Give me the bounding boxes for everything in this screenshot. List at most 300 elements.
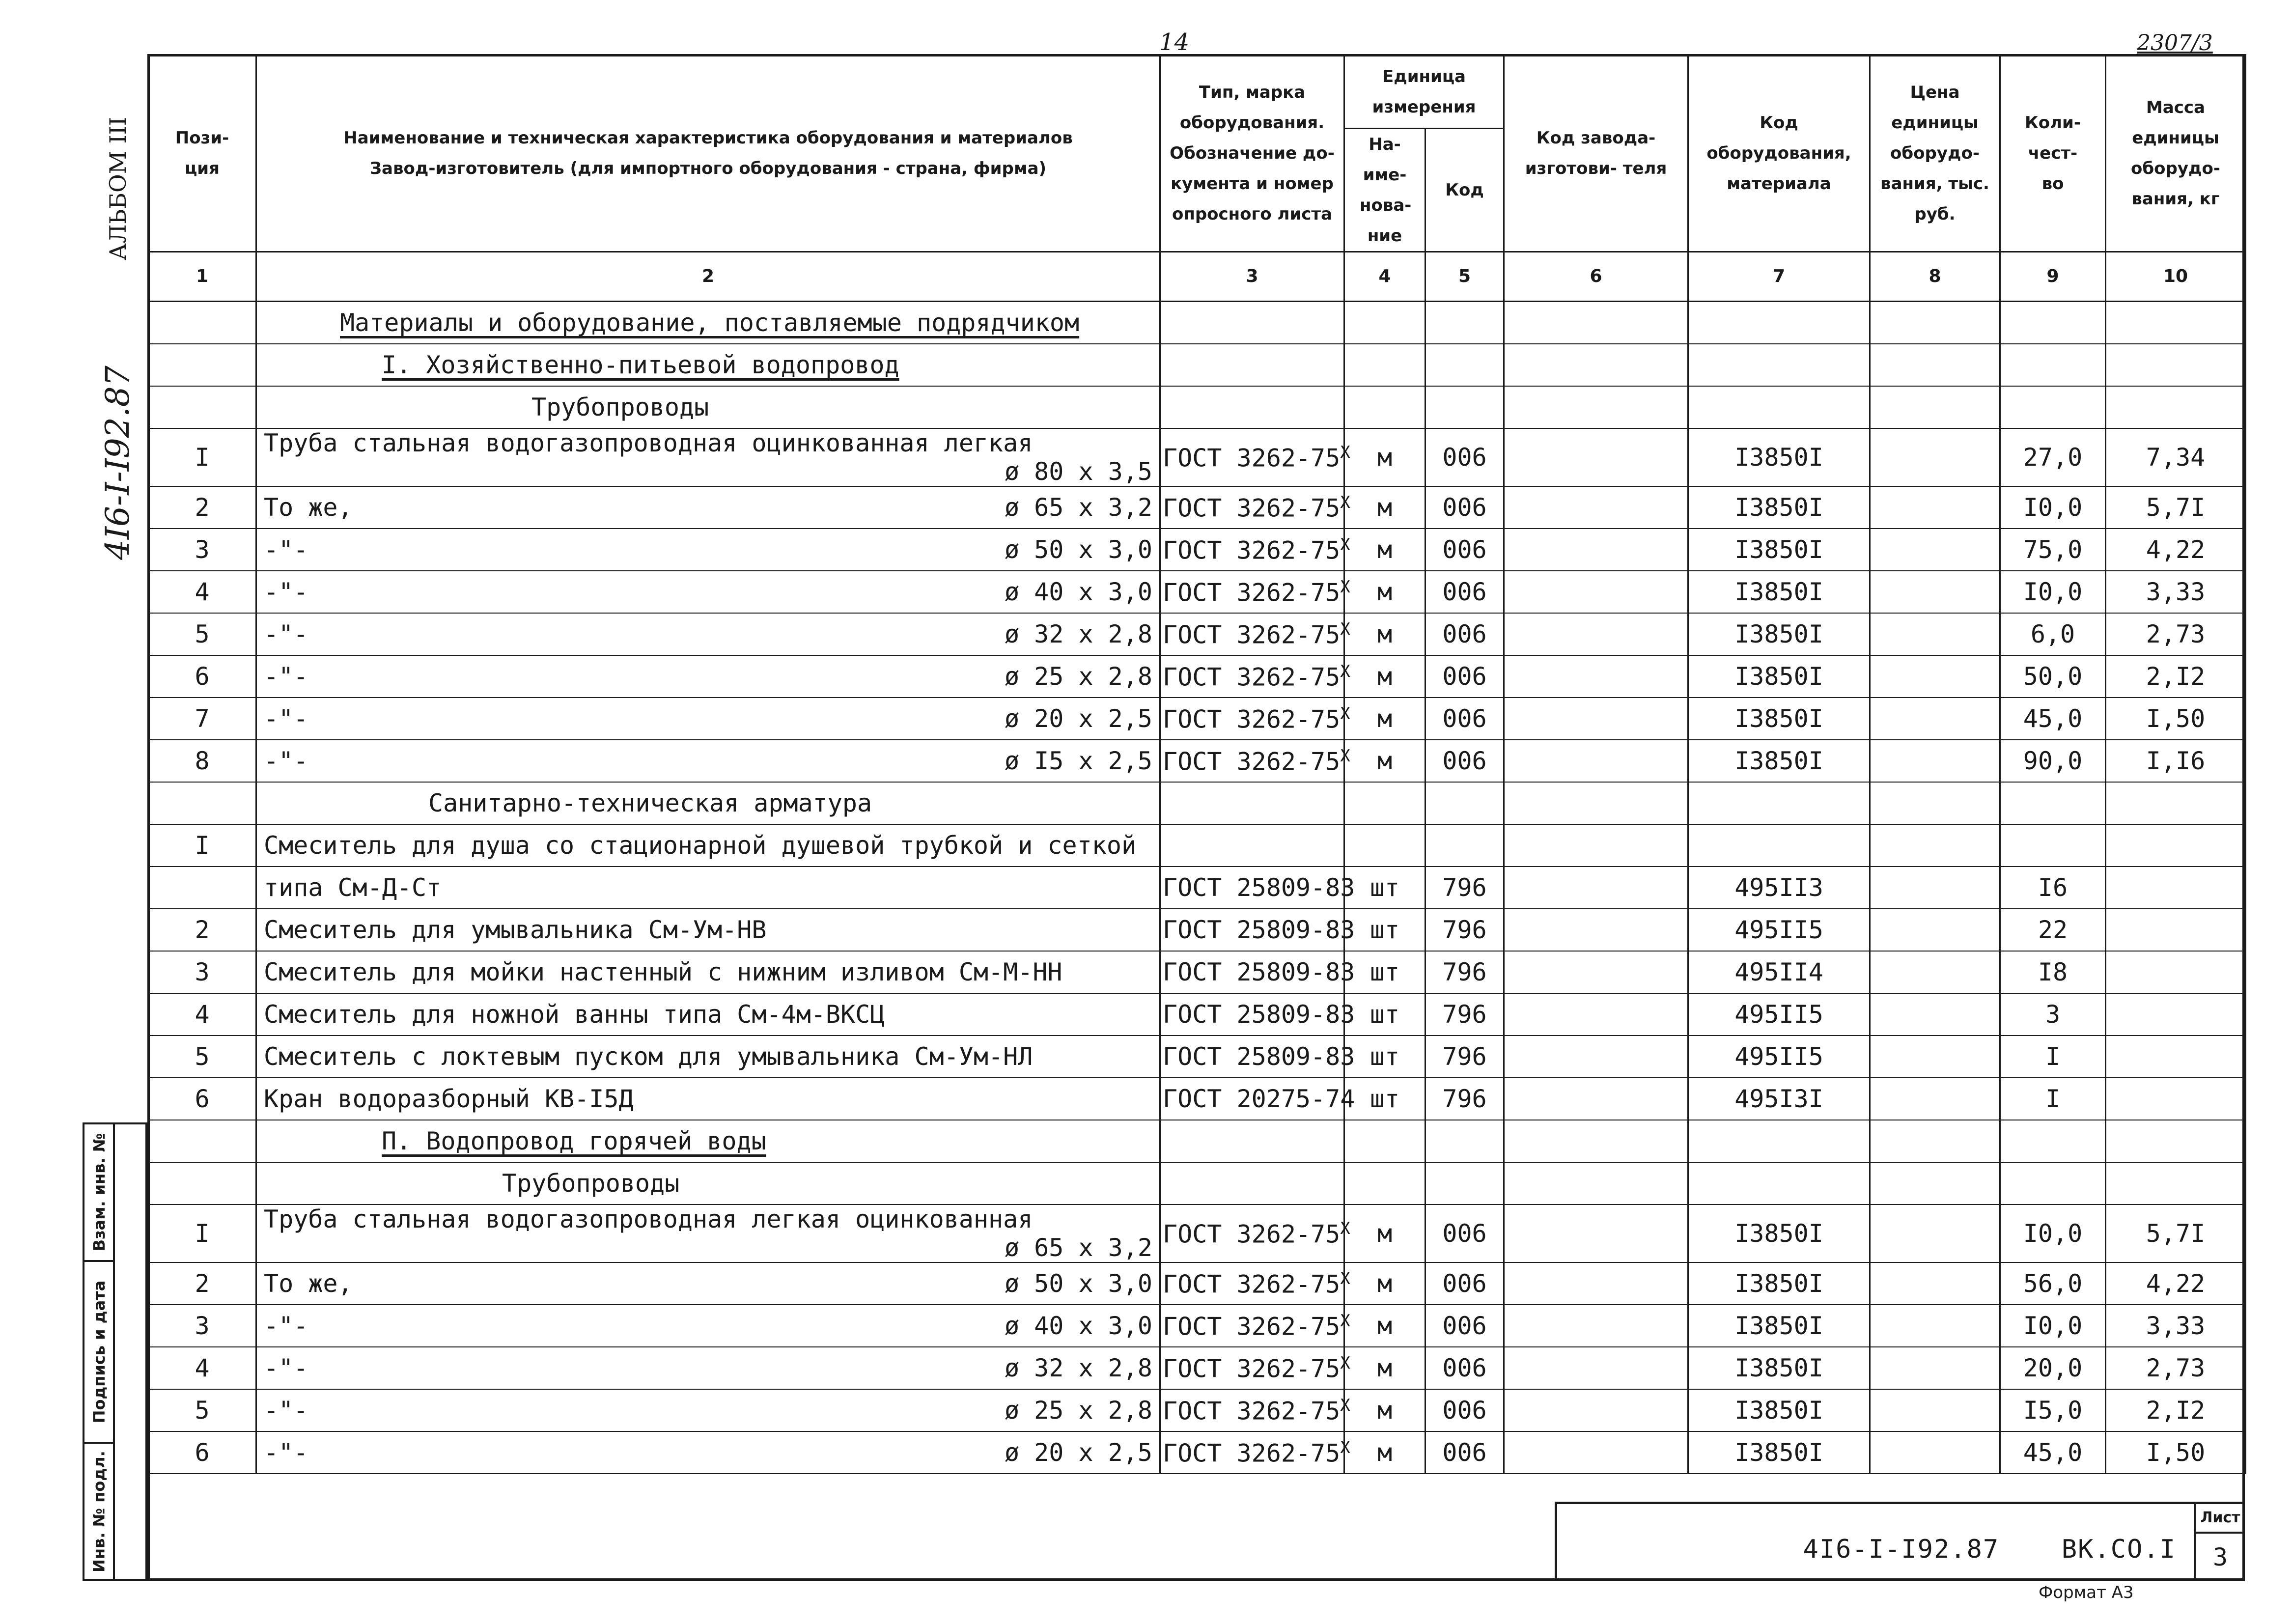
factory-code-cell bbox=[1504, 867, 1688, 909]
standard-revision-mark: Х bbox=[1340, 577, 1350, 597]
empty-cell bbox=[1426, 782, 1504, 824]
standard-revision-mark: Х bbox=[1340, 492, 1350, 512]
item-name-cell bbox=[256, 655, 1160, 698]
mass-cell: 5,7I bbox=[2106, 1204, 2246, 1262]
position-cell: 6 bbox=[148, 655, 256, 698]
factory-code-cell bbox=[1504, 993, 1688, 1036]
header-unit-code: Код bbox=[1426, 129, 1504, 252]
quantity-cell: I0,0 bbox=[2000, 1305, 2106, 1347]
empty-cell bbox=[1160, 782, 1344, 824]
unit-code-cell: 796 bbox=[1426, 951, 1504, 993]
table-row bbox=[148, 740, 2246, 782]
mass-cell: I,I6 bbox=[2106, 740, 2246, 782]
unit-code-cell: 006 bbox=[1426, 486, 1504, 529]
unit-code-cell: 796 bbox=[1426, 1078, 1504, 1120]
factory-code-cell bbox=[1504, 529, 1688, 571]
empty-cell bbox=[2106, 782, 2246, 824]
unit-code-cell: 006 bbox=[1426, 613, 1504, 655]
factory-code-cell bbox=[1504, 740, 1688, 782]
standard-cell bbox=[1160, 529, 1350, 571]
section-title-cell bbox=[256, 386, 1160, 428]
unit-code-cell: 006 bbox=[1426, 1262, 1504, 1305]
empty-cell bbox=[1344, 302, 1426, 344]
empty-cell bbox=[1504, 1120, 1688, 1162]
empty-cell bbox=[148, 386, 256, 428]
header-quantity: Коли- чест- во bbox=[2000, 55, 2106, 252]
format-note: Формат А3 bbox=[2039, 1583, 2134, 1602]
unit-name-cell: м bbox=[1344, 698, 1426, 740]
standard-cell bbox=[1160, 740, 1350, 782]
position-cell: 6 bbox=[148, 1431, 256, 1474]
header-unit-group: Единица измерения bbox=[1344, 55, 1504, 129]
pipe-dimension: ø 32 х 2,8 bbox=[1004, 620, 1152, 648]
header-name bbox=[256, 55, 1160, 252]
table-row bbox=[148, 529, 2246, 571]
empty-cell bbox=[1870, 344, 2000, 386]
standard-cell bbox=[1160, 571, 1350, 613]
mass-cell bbox=[2106, 993, 2246, 1036]
standard-number: ГОСТ 3262-75 bbox=[1163, 444, 1341, 473]
factory-code-cell bbox=[1504, 571, 1688, 613]
material-code-cell: I3850I bbox=[1688, 655, 1870, 698]
mass-cell: 7,34 bbox=[2106, 428, 2246, 486]
project-code-vertical: 4I6-I-I92.87 bbox=[99, 365, 137, 560]
quantity-cell: 56,0 bbox=[2000, 1262, 2106, 1305]
factory-code-cell bbox=[1504, 1389, 1688, 1431]
section-title: Трубопроводы bbox=[531, 393, 709, 421]
material-code-cell: I3850I bbox=[1688, 428, 1870, 486]
col-number: 7 bbox=[1688, 252, 1870, 302]
unit-name-cell: м bbox=[1344, 1389, 1426, 1431]
material-code-cell: I3850I bbox=[1688, 529, 1870, 571]
table-row bbox=[148, 655, 2246, 698]
price-cell bbox=[1870, 571, 2000, 613]
mass-cell: 2,I2 bbox=[2106, 1389, 2246, 1431]
mass-cell bbox=[2106, 1036, 2246, 1078]
header-unit-name: На- име- нова- ние bbox=[1344, 129, 1426, 252]
unit-name-cell: шт bbox=[1344, 867, 1426, 909]
standard-cell bbox=[1160, 824, 1344, 867]
item-name: Труба стальная водогазопроводная легкая оцинкованная bbox=[264, 1205, 1033, 1233]
empty-cell bbox=[148, 1162, 256, 1204]
document-number: 4I6-I-I92.87 bbox=[1803, 1535, 2000, 1564]
standard-cell bbox=[1160, 613, 1350, 655]
unit-name-cell: м bbox=[1344, 1431, 1426, 1474]
mass-cell bbox=[2106, 1078, 2246, 1120]
unit-code-cell: 796 bbox=[1426, 909, 1504, 951]
standard-number: ГОСТ 3262-75 bbox=[1163, 747, 1341, 776]
standard-number: ГОСТ 3262-75 bbox=[1163, 1220, 1341, 1249]
item-name: Смеситель для умывальника См-Ум-НВ bbox=[264, 916, 767, 944]
standard-number: ГОСТ 25809-83 bbox=[1163, 958, 1355, 986]
column-numbers-row bbox=[148, 252, 2246, 302]
empty-cell bbox=[1870, 386, 2000, 428]
header-price: Цена единицы оборудо- вания, тыс. руб. bbox=[1870, 55, 2000, 252]
empty-cell bbox=[1344, 1162, 1426, 1204]
standard-number: ГОСТ 25809-83 bbox=[1163, 1000, 1355, 1029]
unit-name-cell: шт bbox=[1344, 951, 1426, 993]
empty-cell bbox=[2106, 344, 2246, 386]
price-cell bbox=[1870, 1262, 2000, 1305]
material-code-cell: I3850I bbox=[1688, 571, 1870, 613]
table-row bbox=[148, 1262, 2246, 1305]
standard-cell bbox=[1160, 655, 1350, 698]
position-cell: I bbox=[148, 428, 256, 486]
pipe-dimension: ø 65 х 3,2 bbox=[1004, 493, 1152, 522]
price-cell bbox=[1870, 1389, 2000, 1431]
factory-code-cell bbox=[1504, 1036, 1688, 1078]
empty-cell bbox=[1870, 302, 2000, 344]
empty-cell bbox=[2000, 302, 2106, 344]
sheet-number: 3 bbox=[2212, 1543, 2228, 1571]
pipe-dimension: ø 25 х 2,8 bbox=[1004, 1396, 1152, 1425]
empty-cell bbox=[1504, 386, 1688, 428]
standard-number: ГОСТ 3262-75 bbox=[1163, 620, 1341, 649]
price-cell bbox=[1870, 1078, 2000, 1120]
standard-cell bbox=[1160, 428, 1350, 486]
standard-cell bbox=[1160, 1204, 1350, 1262]
table-row bbox=[148, 1305, 2246, 1347]
empty-cell bbox=[1688, 302, 1870, 344]
quantity-cell: 75,0 bbox=[2000, 529, 2106, 571]
table-row bbox=[148, 909, 2246, 951]
section-title-cell bbox=[256, 782, 1160, 824]
header-name-line1: Наименование и техническая характеристика оборудования и материалов bbox=[343, 128, 1073, 148]
item-name-cell bbox=[256, 993, 1160, 1036]
unit-code-cell: 006 bbox=[1426, 529, 1504, 571]
position-cell: 7 bbox=[148, 698, 256, 740]
empty-cell bbox=[1688, 1162, 1870, 1204]
factory-code-cell bbox=[1504, 909, 1688, 951]
unit-code-cell: 006 bbox=[1426, 571, 1504, 613]
unit-code-cell: 796 bbox=[1426, 993, 1504, 1036]
mass-cell: 3,33 bbox=[2106, 571, 2246, 613]
factory-code-cell bbox=[1504, 824, 1688, 867]
empty-cell bbox=[1688, 386, 1870, 428]
empty-cell bbox=[1688, 782, 1870, 824]
price-cell bbox=[1870, 1036, 2000, 1078]
quantity-cell: I6 bbox=[2000, 867, 2106, 909]
section-title: П. Водопровод горячей воды bbox=[382, 1127, 766, 1155]
position-cell: I bbox=[148, 1204, 256, 1262]
item-name: Труба стальная водогазопроводная оцинкованная легкая bbox=[264, 429, 1033, 457]
unit-code-cell: 796 bbox=[1426, 867, 1504, 909]
standard-cell bbox=[1160, 1389, 1350, 1431]
factory-code-cell bbox=[1504, 428, 1688, 486]
factory-code-cell bbox=[1504, 613, 1688, 655]
position-cell: 6 bbox=[148, 1078, 256, 1120]
unit-name-cell: м bbox=[1344, 655, 1426, 698]
standard-number: ГОСТ 3262-75 bbox=[1163, 705, 1341, 734]
unit-code-cell: 006 bbox=[1426, 1431, 1504, 1474]
quantity-cell: 6,0 bbox=[2000, 613, 2106, 655]
quantity-cell: 22 bbox=[2000, 909, 2106, 951]
item-name: -"- bbox=[264, 1312, 308, 1340]
table-row bbox=[148, 571, 2246, 613]
unit-code-cell: 796 bbox=[1426, 1036, 1504, 1078]
section-row bbox=[148, 302, 2246, 344]
price-cell bbox=[1870, 1431, 2000, 1474]
empty-cell bbox=[1504, 1162, 1688, 1204]
section-title: Трубопроводы bbox=[502, 1169, 680, 1198]
empty-cell bbox=[1426, 344, 1504, 386]
factory-code-cell bbox=[1504, 698, 1688, 740]
table-row bbox=[148, 428, 2246, 486]
unit-name-cell: м bbox=[1344, 1204, 1426, 1262]
pipe-dimension: ø 50 х 3,0 bbox=[1004, 1269, 1152, 1298]
unit-name-cell: шт bbox=[1344, 1036, 1426, 1078]
item-name: -"- bbox=[264, 747, 308, 775]
factory-code-cell bbox=[1504, 1078, 1688, 1120]
table-row bbox=[148, 993, 2246, 1036]
empty-cell bbox=[1688, 1120, 1870, 1162]
standard-number: ГОСТ 25809-83 bbox=[1163, 916, 1355, 944]
empty-cell bbox=[1870, 1162, 2000, 1204]
material-code-cell: I3850I bbox=[1688, 740, 1870, 782]
empty-cell bbox=[2000, 782, 2106, 824]
item-name-cell bbox=[256, 698, 1160, 740]
item-name: -"- bbox=[264, 535, 308, 564]
section-title: Санитарно-техническая арматура bbox=[428, 789, 872, 817]
section-title-cell bbox=[256, 302, 1160, 344]
item-name-cell bbox=[256, 613, 1160, 655]
col-number: 8 bbox=[1870, 252, 2000, 302]
empty-cell bbox=[1160, 1162, 1344, 1204]
pipe-dimension: ø 80 х 3,5 bbox=[1004, 457, 1152, 486]
price-cell bbox=[1870, 1204, 2000, 1262]
standard-cell bbox=[1160, 909, 1355, 951]
specification-body bbox=[148, 302, 2246, 1474]
mass-cell: 2,73 bbox=[2106, 613, 2246, 655]
standard-cell bbox=[1160, 1431, 1350, 1474]
price-cell bbox=[1870, 909, 2000, 951]
item-name-cell bbox=[256, 867, 1160, 909]
mass-cell bbox=[2106, 824, 2246, 867]
standard-cell bbox=[1160, 993, 1355, 1036]
unit-name-cell: шт bbox=[1344, 993, 1426, 1036]
quantity-cell: I0,0 bbox=[2000, 486, 2106, 529]
standard-revision-mark: Х bbox=[1340, 1353, 1350, 1373]
material-code-cell: 495II5 bbox=[1688, 993, 1870, 1036]
empty-cell bbox=[1688, 344, 1870, 386]
item-name: Смеситель для ножной ванны типа См-4м-ВКСЦ bbox=[264, 1000, 885, 1029]
quantity-cell: I5,0 bbox=[2000, 1389, 2106, 1431]
position-cell: 2 bbox=[148, 486, 256, 529]
sheet-box bbox=[2194, 1504, 2245, 1581]
standard-revision-mark: Х bbox=[1340, 661, 1350, 681]
standard-revision-mark: Х bbox=[1340, 1311, 1350, 1331]
title-block bbox=[1555, 1502, 2245, 1581]
price-cell bbox=[1870, 1305, 2000, 1347]
item-name: -"- bbox=[264, 1396, 308, 1425]
factory-code-cell bbox=[1504, 1305, 1688, 1347]
pipe-dimension: ø 40 х 3,0 bbox=[1004, 1312, 1152, 1340]
side-cell-replace bbox=[84, 1124, 115, 1262]
standard-number: ГОСТ 3262-75 bbox=[1163, 536, 1341, 565]
table-row bbox=[148, 951, 2246, 993]
specification-table bbox=[147, 54, 2246, 1474]
col-number: 6 bbox=[1504, 252, 1688, 302]
unit-name-cell: м bbox=[1344, 1305, 1426, 1347]
quantity-cell: 45,0 bbox=[2000, 698, 2106, 740]
item-name-cell bbox=[256, 951, 1160, 993]
unit-name-cell bbox=[1344, 824, 1426, 867]
document-code bbox=[1803, 1535, 2176, 1564]
standard-cell bbox=[1160, 1078, 1355, 1120]
header-factory-code: Код завода- изготови- теля bbox=[1504, 55, 1688, 252]
col-number: 4 bbox=[1344, 252, 1426, 302]
position-cell: 5 bbox=[148, 1036, 256, 1078]
table-row bbox=[148, 1431, 2246, 1474]
quantity-cell: 3 bbox=[2000, 993, 2106, 1036]
side-label-original: Инв. № подл. bbox=[89, 1451, 109, 1572]
standard-number: ГОСТ 3262-75 bbox=[1163, 1439, 1341, 1468]
material-code-cell: 495II4 bbox=[1688, 951, 1870, 993]
material-code-cell: I3850I bbox=[1688, 1305, 1870, 1347]
material-code-cell: 495II5 bbox=[1688, 909, 1870, 951]
mass-cell: 4,22 bbox=[2106, 1262, 2246, 1305]
section-title-cell bbox=[256, 1120, 1160, 1162]
item-name-cell bbox=[256, 1036, 1160, 1078]
item-name-cell bbox=[256, 824, 1160, 867]
item-name: Кран водоразборный КВ-I5Д bbox=[264, 1085, 634, 1113]
empty-cell bbox=[1160, 386, 1344, 428]
price-cell bbox=[1870, 951, 2000, 993]
position-cell: 4 bbox=[148, 993, 256, 1036]
mass-cell: 4,22 bbox=[2106, 529, 2246, 571]
quantity-cell: 20,0 bbox=[2000, 1347, 2106, 1389]
header-name-line2: Завод-изготовитель (для импортного оборудования - страна, фирма) bbox=[369, 159, 1047, 178]
unit-name-cell: м bbox=[1344, 529, 1426, 571]
standard-revision-mark: Х bbox=[1340, 1268, 1350, 1288]
mass-cell: 5,7I bbox=[2106, 486, 2246, 529]
item-name: То же, bbox=[264, 1269, 353, 1298]
standard-revision-mark: Х bbox=[1340, 703, 1350, 724]
item-name-cell bbox=[256, 740, 1160, 782]
quantity-cell: I0,0 bbox=[2000, 571, 2106, 613]
quantity-cell: 90,0 bbox=[2000, 740, 2106, 782]
position-cell: I bbox=[148, 824, 256, 867]
header-mass: Масса единицы оборудо- вания, кг bbox=[2106, 55, 2246, 252]
unit-name-cell: м bbox=[1344, 486, 1426, 529]
price-cell bbox=[1870, 486, 2000, 529]
item-name-cell bbox=[256, 1431, 1160, 1474]
price-cell bbox=[1870, 655, 2000, 698]
mass-cell bbox=[2106, 951, 2246, 993]
mass-cell: I,50 bbox=[2106, 698, 2246, 740]
table-row bbox=[148, 867, 2246, 909]
mass-cell bbox=[2106, 909, 2246, 951]
empty-cell bbox=[1504, 344, 1688, 386]
empty-cell bbox=[1344, 1120, 1426, 1162]
table-row bbox=[148, 613, 2246, 655]
empty-cell bbox=[2000, 344, 2106, 386]
unit-code-cell: 006 bbox=[1426, 740, 1504, 782]
col-number: 10 bbox=[2106, 252, 2246, 302]
empty-cell bbox=[1344, 782, 1426, 824]
position-cell bbox=[148, 867, 256, 909]
empty-cell bbox=[1426, 302, 1504, 344]
mass-cell: 2,73 bbox=[2106, 1347, 2246, 1389]
empty-cell bbox=[148, 782, 256, 824]
material-code-cell: I3850I bbox=[1688, 1262, 1870, 1305]
table-row bbox=[148, 1389, 2246, 1431]
material-code-cell: I3850I bbox=[1688, 1204, 1870, 1262]
empty-cell bbox=[1870, 1120, 2000, 1162]
factory-code-cell bbox=[1504, 951, 1688, 993]
material-code-cell bbox=[1688, 824, 1870, 867]
position-cell: 3 bbox=[148, 529, 256, 571]
pipe-dimension: ø 32 х 2,8 bbox=[1004, 1354, 1152, 1382]
standard-revision-mark: Х bbox=[1340, 746, 1350, 766]
empty-cell bbox=[1160, 1120, 1344, 1162]
standard-cell bbox=[1160, 1305, 1350, 1347]
pipe-dimension: ø 20 х 2,5 bbox=[1004, 1438, 1152, 1467]
price-cell bbox=[1870, 428, 2000, 486]
item-name: -"- bbox=[264, 620, 308, 648]
side-label-signature: Подпись и дата bbox=[90, 1280, 109, 1424]
standard-cell bbox=[1160, 1036, 1355, 1078]
header-material-code: Код оборудования, материала bbox=[1688, 55, 1870, 252]
unit-name-cell: м bbox=[1344, 571, 1426, 613]
header-type: Тип, марка оборудования. Обозначение до- кумента и номер опросного листа bbox=[1160, 55, 1344, 252]
unit-code-cell: 006 bbox=[1426, 1389, 1504, 1431]
unit-name-cell: м bbox=[1344, 428, 1426, 486]
item-name-cell bbox=[256, 1204, 1160, 1262]
empty-cell bbox=[1426, 1162, 1504, 1204]
empty-cell bbox=[1504, 302, 1688, 344]
table-row bbox=[148, 1078, 2246, 1120]
quantity-cell: 45,0 bbox=[2000, 1431, 2106, 1474]
standard-revision-mark: Х bbox=[1340, 1395, 1350, 1415]
standard-cell bbox=[1160, 698, 1350, 740]
position-cell: 4 bbox=[148, 571, 256, 613]
table-row bbox=[148, 824, 2246, 867]
pipe-dimension: ø 20 х 2,5 bbox=[1004, 704, 1152, 733]
document-mark: ВК.СО.I bbox=[2061, 1535, 2176, 1564]
position-cell: 3 bbox=[148, 1305, 256, 1347]
item-name: -"- bbox=[264, 578, 308, 606]
mass-cell: 3,33 bbox=[2106, 1305, 2246, 1347]
item-name-cell bbox=[256, 1347, 1160, 1389]
standard-number: ГОСТ 3262-75 bbox=[1163, 1270, 1341, 1299]
position-cell: 5 bbox=[148, 1389, 256, 1431]
unit-name-cell: м bbox=[1344, 1347, 1426, 1389]
table-row bbox=[148, 1204, 2246, 1262]
pipe-dimension: ø 50 х 3,0 bbox=[1004, 535, 1152, 564]
material-code-cell: I3850I bbox=[1688, 698, 1870, 740]
empty-cell bbox=[1344, 344, 1426, 386]
standard-number: ГОСТ 3262-75 bbox=[1163, 578, 1341, 607]
quantity-cell: I0,0 bbox=[2000, 1204, 2106, 1262]
standard-number: ГОСТ 20275-74 bbox=[1163, 1085, 1355, 1113]
item-name: -"- bbox=[264, 704, 308, 733]
price-cell bbox=[1870, 698, 2000, 740]
price-cell bbox=[1870, 1347, 2000, 1389]
item-name-cell bbox=[256, 1305, 1160, 1347]
standard-number: ГОСТ 3262-75 bbox=[1163, 663, 1341, 692]
side-cell-signature bbox=[84, 1262, 115, 1444]
standard-number: ГОСТ 3262-75 bbox=[1163, 1397, 1341, 1426]
unit-code-cell: 006 bbox=[1426, 655, 1504, 698]
item-name-cell bbox=[256, 428, 1160, 486]
side-label-replace: Взам. инв. № bbox=[90, 1133, 109, 1252]
header-position: Пози- ция bbox=[148, 55, 256, 252]
standard-cell bbox=[1160, 1347, 1350, 1389]
factory-code-cell bbox=[1504, 1431, 1688, 1474]
empty-cell bbox=[2106, 1120, 2246, 1162]
unit-name-cell: м bbox=[1344, 613, 1426, 655]
